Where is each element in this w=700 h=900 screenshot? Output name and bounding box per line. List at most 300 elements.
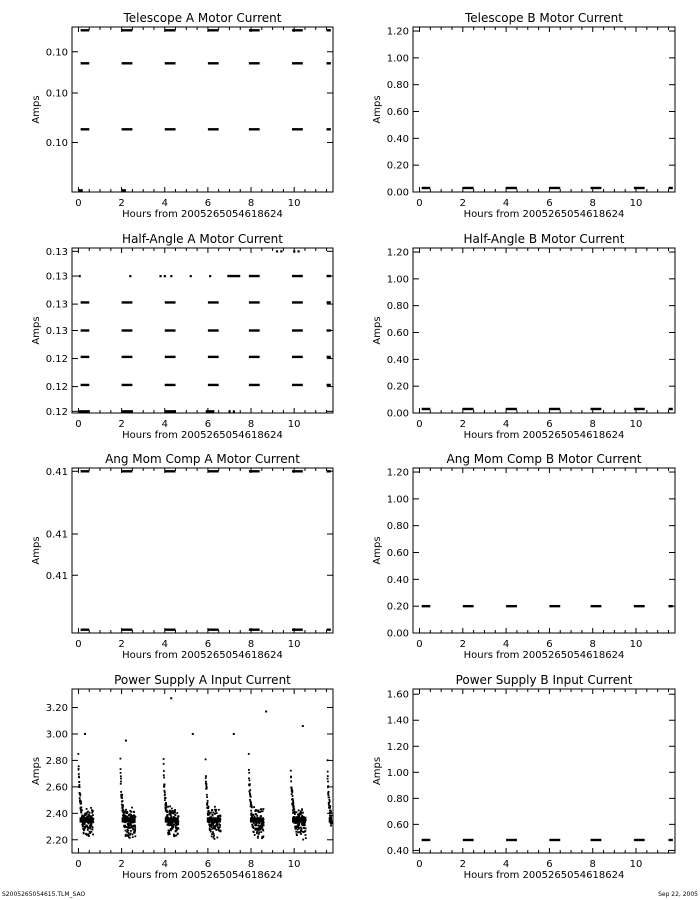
data-point	[302, 725, 304, 727]
data-point	[88, 835, 90, 837]
data-point	[121, 797, 123, 799]
data-point	[163, 777, 165, 779]
x-tick-label: 2	[459, 198, 466, 209]
data-point	[129, 827, 131, 829]
data-point	[293, 806, 295, 808]
y-tick-label: 2.20	[45, 835, 68, 847]
data-point	[290, 776, 292, 778]
data-point	[120, 775, 122, 777]
data-point	[291, 787, 293, 789]
data-point	[166, 806, 168, 808]
x-axis-label: Hours from 2005265054618624	[122, 870, 283, 881]
data-point	[291, 793, 293, 795]
y-tick-label: 0.60	[386, 328, 409, 340]
data-point	[258, 833, 260, 835]
data-point	[290, 770, 292, 772]
data-point	[166, 809, 168, 811]
data-point	[249, 783, 251, 785]
data-point	[265, 710, 267, 712]
data-point	[78, 776, 80, 778]
data-point	[92, 814, 94, 816]
y-tick-label: 1.20	[386, 741, 409, 753]
data-point	[80, 806, 82, 808]
data-point	[254, 834, 256, 836]
chart-panel-7	[372, 673, 675, 881]
data-point	[79, 786, 81, 788]
data-point	[164, 783, 166, 785]
y-tick-label: 1.20	[386, 467, 409, 479]
x-tick-label: 4	[161, 198, 168, 209]
plot-frame	[413, 468, 675, 633]
data-point	[210, 829, 212, 831]
data-point	[249, 799, 251, 801]
y-tick-label: 1.20	[386, 26, 409, 38]
data-point	[205, 777, 207, 779]
data-point	[213, 835, 215, 837]
data-point	[291, 790, 293, 792]
data-point	[133, 811, 135, 813]
y-tick-label: 0.80	[386, 301, 409, 313]
data-point	[163, 770, 165, 772]
data-point	[328, 791, 330, 793]
x-axis-label: Hours from 2005265054618624	[122, 209, 283, 220]
data-point	[216, 822, 218, 824]
data-point	[305, 828, 307, 830]
data-point	[328, 799, 330, 801]
data-point	[301, 828, 303, 830]
y-tick-label: 0.12	[45, 382, 68, 394]
x-axis-label: Hours from 2005265054618624	[122, 650, 283, 661]
y-tick-label: 1.60	[386, 689, 409, 701]
data-point	[192, 733, 194, 735]
x-tick-label: 0	[75, 198, 82, 209]
chart-title: Ang Mom Comp B Motor Current	[446, 452, 642, 466]
data-point	[276, 250, 278, 252]
y-tick-label: 0.10	[45, 138, 68, 149]
data-point	[128, 832, 130, 834]
data-point	[80, 803, 82, 805]
data-point	[134, 825, 136, 827]
data-point	[253, 814, 255, 816]
y-tick-label: 0.40	[386, 845, 409, 857]
data-point	[206, 794, 208, 796]
data-point	[297, 826, 299, 828]
y-tick-label: 0.10	[45, 47, 68, 59]
data-point	[212, 831, 214, 833]
x-tick-label: 6	[204, 419, 212, 430]
chart-title: Power Supply A Input Current	[114, 673, 291, 687]
x-tick-label: 2	[118, 419, 125, 430]
data-point	[249, 779, 251, 781]
data-point	[92, 826, 94, 828]
data-point	[329, 805, 331, 807]
data-point	[327, 775, 329, 777]
x-tick-label: 0	[75, 639, 82, 650]
data-point	[297, 831, 299, 833]
data-point	[248, 777, 250, 779]
x-tick-label: 2	[118, 859, 125, 870]
data-point	[90, 831, 92, 833]
y-tick-label: 0.40	[386, 133, 409, 145]
data-point	[205, 783, 207, 785]
x-tick-label: 8	[589, 419, 596, 430]
data-point	[121, 794, 123, 796]
y-tick-label: 0.60	[386, 548, 409, 560]
chart-title: Half-Angle A Motor Current	[122, 232, 283, 246]
data-point	[291, 789, 293, 791]
data-point	[78, 765, 80, 767]
data-point	[220, 830, 222, 832]
data-point	[127, 830, 129, 832]
x-tick-label: 4	[161, 859, 168, 870]
footer-filename: S2005265054615.TLM_SAO	[2, 891, 86, 898]
y-axis-label: Amps	[372, 756, 383, 786]
chart-panel-0	[31, 11, 333, 220]
data-point	[328, 803, 330, 805]
x-tick-label: 4	[161, 419, 168, 430]
y-tick-label: 0.41	[45, 570, 68, 582]
data-point	[327, 778, 329, 780]
data-point	[212, 815, 214, 817]
data-point	[292, 795, 294, 797]
data-point	[260, 808, 262, 810]
x-axis-label: Hours from 2005265054618624	[463, 209, 625, 220]
data-point	[120, 791, 122, 793]
data-point	[164, 275, 166, 277]
data-point	[263, 808, 265, 810]
y-tick-label: 0.41	[45, 466, 68, 478]
data-point	[327, 785, 329, 787]
y-axis-label: Amps	[372, 95, 383, 124]
data-point	[292, 800, 294, 802]
data-point	[216, 837, 218, 839]
data-point	[121, 796, 123, 798]
x-tick-label: 6	[546, 639, 553, 650]
data-point	[250, 802, 252, 804]
data-point	[280, 250, 282, 252]
data-point	[214, 838, 216, 840]
y-tick-label: 0.60	[386, 107, 409, 119]
data-point	[79, 275, 81, 277]
data-point	[249, 789, 251, 791]
data-point	[292, 798, 294, 800]
data-point	[134, 827, 136, 829]
data-point	[257, 836, 259, 838]
data-point	[297, 250, 299, 252]
x-tick-label: 2	[118, 198, 125, 209]
plot-frame	[413, 27, 675, 192]
data-point	[130, 811, 132, 813]
x-tick-label: 4	[502, 198, 510, 209]
x-tick-label: 2	[459, 859, 466, 870]
x-tick-label: 10	[287, 639, 301, 650]
y-tick-label: 0.10	[45, 88, 68, 100]
data-point	[120, 783, 122, 785]
data-point	[84, 823, 86, 825]
data-point	[329, 801, 331, 803]
y-tick-label: 3.00	[45, 729, 68, 741]
x-tick-label: 10	[629, 419, 643, 430]
plot-frame	[72, 689, 333, 853]
data-point	[214, 813, 216, 815]
data-point	[207, 802, 209, 804]
chart-panel-6	[31, 673, 333, 881]
data-point	[217, 824, 219, 826]
data-point	[216, 812, 218, 814]
data-point	[250, 810, 252, 812]
data-point	[83, 833, 85, 835]
data-point	[122, 804, 124, 806]
data-point	[302, 812, 304, 814]
data-point	[78, 773, 80, 775]
data-point	[170, 816, 172, 818]
chart-panel-5	[372, 452, 675, 661]
data-point	[168, 832, 170, 834]
data-point	[327, 771, 329, 773]
data-point	[248, 769, 250, 771]
data-point	[253, 806, 255, 808]
data-point	[165, 804, 167, 806]
data-point	[228, 410, 230, 412]
data-point	[213, 833, 215, 835]
x-tick-label: 8	[247, 419, 255, 430]
data-point	[256, 815, 258, 817]
data-point	[129, 837, 131, 839]
data-point	[132, 836, 134, 838]
data-point	[305, 834, 307, 836]
data-point	[168, 830, 170, 832]
x-tick-label: 0	[75, 859, 82, 870]
data-point	[206, 804, 208, 806]
data-point	[134, 835, 136, 837]
data-point	[164, 799, 166, 801]
data-point	[205, 781, 207, 783]
y-tick-label: 0.12	[45, 406, 68, 418]
y-axis-label: Amps	[372, 536, 383, 565]
data-point	[211, 809, 213, 811]
data-point	[214, 806, 216, 808]
x-tick-label: 6	[546, 419, 553, 430]
plot-frame	[72, 468, 333, 633]
data-point	[219, 824, 221, 826]
x-tick-label: 8	[589, 639, 596, 650]
y-tick-label: 0.13	[45, 326, 68, 337]
plot-frame	[413, 248, 675, 413]
data-point	[174, 809, 176, 811]
x-tick-label: 8	[247, 639, 255, 650]
data-point	[248, 753, 250, 755]
data-point	[259, 811, 261, 813]
y-tick-label: 0.40	[386, 574, 409, 586]
data-point	[257, 825, 259, 827]
x-tick-label: 10	[287, 419, 301, 430]
chart-panel-4	[31, 452, 333, 661]
data-point	[205, 775, 207, 777]
y-tick-label: 1.00	[386, 274, 409, 286]
y-tick-label: 0.20	[386, 601, 409, 613]
data-point	[86, 808, 88, 810]
data-point	[170, 697, 172, 699]
y-tick-label: 0.41	[45, 529, 68, 541]
data-point	[296, 834, 298, 836]
data-point	[209, 275, 211, 277]
x-tick-label: 2	[459, 639, 466, 650]
chart-panel-1	[372, 11, 675, 220]
data-point	[92, 829, 94, 831]
y-tick-label: 0.40	[386, 354, 409, 366]
data-point	[132, 833, 134, 835]
data-point	[215, 829, 217, 831]
data-point	[260, 831, 262, 833]
data-point	[131, 807, 133, 809]
data-point	[165, 797, 167, 799]
y-tick-label: 1.00	[386, 767, 409, 779]
data-point	[215, 810, 217, 812]
data-point	[210, 812, 212, 814]
x-tick-label: 10	[287, 859, 301, 870]
x-tick-label: 0	[416, 639, 423, 650]
data-band	[329, 817, 332, 822]
data-point	[253, 831, 255, 833]
data-point	[233, 733, 235, 735]
data-point	[293, 250, 295, 252]
x-tick-label: 6	[204, 639, 212, 650]
data-point	[122, 800, 124, 802]
data-point	[177, 833, 179, 835]
footer-date: Sep 22, 2005	[658, 891, 698, 898]
y-tick-label: 0.00	[386, 408, 409, 420]
data-point	[129, 275, 131, 277]
x-tick-label: 0	[75, 419, 82, 430]
x-axis-label: Hours from 2005265054618624	[463, 650, 625, 661]
data-point	[80, 801, 82, 803]
data-point	[174, 835, 176, 837]
x-tick-label: 2	[118, 639, 125, 650]
data-point	[250, 796, 252, 798]
data-point	[92, 834, 94, 836]
data-point	[295, 831, 297, 833]
data-point	[208, 810, 210, 812]
data-point	[206, 796, 208, 798]
data-point	[328, 796, 330, 798]
x-tick-label: 8	[247, 859, 255, 870]
data-point	[257, 810, 259, 812]
x-tick-label: 8	[247, 198, 255, 209]
data-point	[211, 835, 213, 837]
data-point	[90, 807, 92, 809]
x-tick-label: 4	[502, 859, 510, 870]
data-point	[220, 815, 222, 817]
data-point	[294, 813, 296, 815]
data-point	[167, 815, 169, 817]
data-band	[80, 817, 94, 822]
data-point	[190, 275, 192, 277]
data-point	[258, 822, 260, 824]
x-tick-label: 0	[416, 198, 423, 209]
x-tick-label: 4	[161, 639, 168, 650]
data-point	[87, 829, 89, 831]
data-point	[174, 814, 176, 816]
data-point	[327, 759, 329, 761]
data-point	[305, 837, 307, 839]
data-point	[301, 812, 303, 814]
data-point	[262, 830, 264, 832]
data-point	[90, 828, 92, 830]
data-point	[125, 809, 127, 811]
data-point	[120, 778, 122, 780]
data-point	[171, 808, 173, 810]
data-point	[172, 826, 174, 828]
data-point	[164, 793, 166, 795]
data-point	[205, 758, 207, 760]
data-point	[178, 828, 180, 830]
data-point	[300, 833, 302, 835]
chart-title: Ang Mom Comp A Motor Current	[105, 452, 300, 466]
data-point	[292, 802, 294, 804]
plot-frame	[72, 27, 333, 192]
data-point	[293, 808, 295, 810]
chart-panel-3	[372, 232, 675, 441]
y-tick-label: 0.13	[45, 299, 68, 311]
x-tick-label: 4	[502, 419, 510, 430]
data-point	[130, 833, 132, 835]
data-band	[122, 817, 136, 822]
data-point	[163, 758, 165, 760]
y-tick-label: 0.20	[386, 160, 409, 172]
data-point	[178, 815, 180, 817]
y-axis-label: Amps	[31, 536, 42, 565]
data-point	[79, 797, 81, 799]
data-point	[256, 831, 258, 833]
x-tick-label: 10	[629, 639, 643, 650]
data-point	[218, 829, 220, 831]
x-axis-label: Hours from 2005265054618624	[463, 430, 625, 441]
data-point	[167, 806, 169, 808]
x-tick-label: 4	[502, 639, 510, 650]
data-point	[120, 758, 122, 760]
chart-panel-2	[31, 232, 333, 441]
chart-title: Telescope A Motor Current	[123, 11, 282, 25]
y-tick-label: 0.20	[386, 381, 409, 393]
data-point	[126, 812, 128, 814]
data-point	[174, 812, 176, 814]
data-point	[77, 753, 79, 755]
data-point	[330, 810, 332, 812]
y-tick-label: 2.80	[45, 755, 68, 767]
data-point	[86, 834, 88, 836]
data-point	[262, 835, 264, 837]
data-point	[120, 768, 122, 770]
data-point	[120, 781, 122, 783]
data-point	[125, 740, 127, 742]
y-tick-label: 1.40	[386, 715, 409, 727]
x-tick-label: 10	[629, 198, 643, 209]
data-point	[80, 812, 82, 814]
x-tick-label: 10	[287, 198, 301, 209]
y-tick-label: 0.60	[386, 819, 409, 831]
x-tick-label: 10	[629, 859, 643, 870]
data-point	[78, 768, 80, 770]
data-point	[331, 815, 333, 817]
data-point	[210, 831, 212, 833]
chart-title: Power Supply B Input Current	[455, 673, 633, 687]
plot-frame	[413, 689, 675, 853]
y-tick-label: 1.00	[386, 494, 409, 506]
y-tick-label: 2.60	[45, 782, 68, 794]
data-point	[163, 763, 165, 765]
data-point	[122, 806, 124, 808]
data-point	[219, 826, 221, 828]
